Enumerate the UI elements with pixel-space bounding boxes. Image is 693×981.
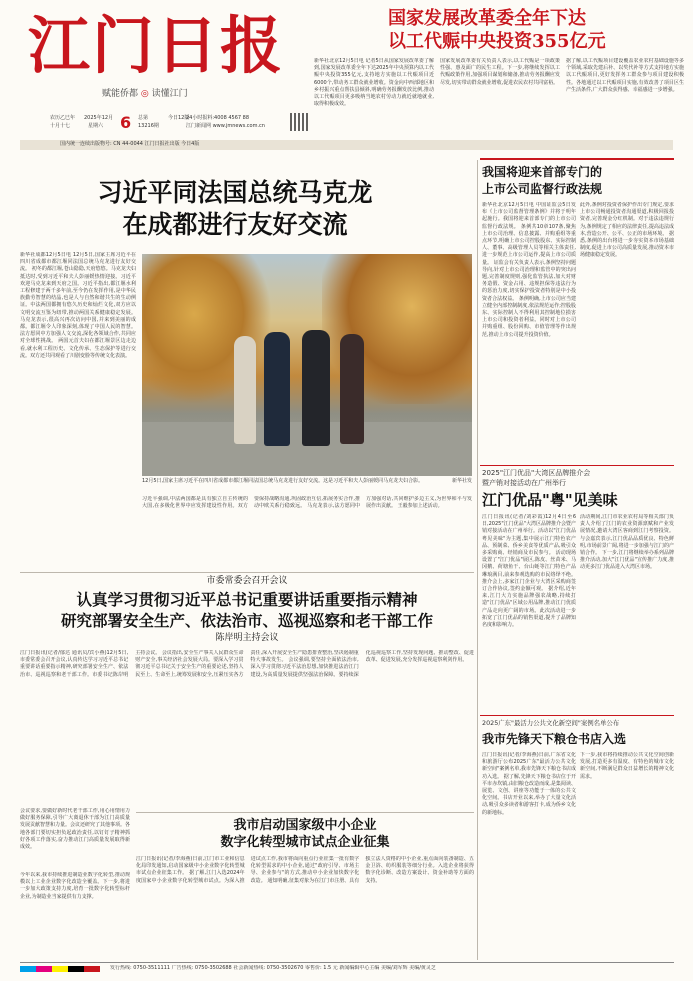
bottom-story-body: 江门日报讯(记者/李海燕)日前,江门市工业和信息化局印发通知,启动国家级中小企业数字化转型城市试点企业征集工作。 据了解,江门入选2024年度国家中小企业数字化转型城市试点。为深入推进试点工作,我市将面向重点行业征集一批有数字化转型需求的中小企业,通过"政府引导、市场主导、企业参与"的方式,推动中小企业加快数字化改造。 通知明确,征集对象为在江门市注册、具有独立法人资格的中小企业,重点面向装备制造、五金卫浴、纺织服装等细分行业。入选企业将获得数字化诊断、改造方案设计、资金补助等方面的支持。 bbox=[136, 856, 474, 884]
right-story-1-headline-2: 上市公司监督行政法规 bbox=[482, 182, 603, 196]
qr-code bbox=[290, 113, 308, 131]
photo-credit: 新华社发 bbox=[451, 478, 472, 484]
website: 江门新闻网 www.jmnews.com.cn bbox=[186, 123, 265, 129]
right-story-3-col-1: 江门日报讯(记者/李海燕)日前,广东省文化和旅游厅公布2025广东"最活力公共文化新空间"案例名单,我市先锋天下粮仓书店成功入选。 据了解,先锋天下粮仓书店位于开平市赤坎镇,由旧粮仓改造而成,是集阅读、展览、文创、讲座等功能于一体的公共文化空间。书店开业以来,举办了大量文化活动,吸引众多读者和游客打卡,成为侨乡文化的新地标。 bbox=[482, 752, 576, 816]
right-story-1-col-2: 此外,条例对投资者保护作出专门规定,要求上市公司畅通投资者沟通渠道,积极回报投资者,完善现金分红机制。对于违法违规行为,条例规定了相应的法律责任,提高违法成本,营造公开、公平、公正的市场环境。 据悉,条例的出台将进一步夯实资本市场基础制度,促进上市公司高质量发展,推动资本市场健康稳定发展。 bbox=[580, 202, 674, 259]
lead-body-col-2: 习近平强调,中法两国都是具有独立自主传统的大国,在多极化世界中应发挥建设性作用。双方要保持战略沟通,巩固政治互信,拓展务实合作,推动中欧关系行稳致远。 马克龙表示,法方愿同中方加强对话,共同维护多边主义,为世界和平与发展作出贡献。 王毅参加上述活动。 bbox=[142, 496, 472, 510]
pages-count: 今日12版 bbox=[168, 115, 190, 121]
lunar-day: 十月十七 bbox=[50, 123, 71, 129]
slogan-separator: ◎ bbox=[140, 89, 149, 99]
issue-label: 总第 bbox=[138, 115, 149, 121]
right-story-2-kicker-1: 2025"江门优品"大湾区品牌推介会 bbox=[482, 469, 591, 477]
right-story-1-col-1: 新华社北京12月5日电 中国证监会5日发布《上市公司监督管理条例》并将于明年起施行。我国将迎来首部专门的上市公司监督行政法规。 条例共10章107条,聚焦上市公司治理、信息披露、并购重组等重点环节,明确上市公司控股股东、实际控制人、董事、高级管理人员等相关主体责任,进一步规范上市公司运作,提高上市公司质量。 证监会有关负责人表示,条例坚持问题导向,针对上市公司治理和监管中的突出问题,完善制度规则,强化监管执法,加大对财务造假、资金占用、违规担保等违法行为的惩治力度,切实保护投资者特别是中小投资者合法权益。 条例明确,上市公司应当建立健全内部控制制度,依法规范运作;控股股东、实际控制人不得利用其控制地位损害上市公司和投资者利益。同时对上市公司并购重组、股份回购、市值管理等作出规范,推动上市公司提升投资价值。 bbox=[482, 202, 576, 338]
right-story-2-col-1: 江门日报讯(记者/刘彩霞)12月4日至6日,2025"江门优品"大湾区品牌推介会暨产销对接活动在广州举行。活动以"江门优品 粤见美味"为主题,集中展示江门特色农产品、预制菜、侨乡美食等优质产品,吸引众多采购商、经销商及市民参与。 活动现场设置了"江门优品"展区,陈皮、丝苗米、马冈鹅、荷塘鱼干、台山蚝等江门特色产品琳琅满目,前来参观选购的市民络绎不绝。推介会上,多家江门企业与大湾区采购商签订合作协议,签约金额可观。 据介绍,近年来,江门大力实施品牌强农战略,持续打造"江门优品"区域公用品牌,推动江门优质产品走向更广阔的市场。此次活动进一步拓宽了江门优品的销售渠道,提升了品牌知名度和影响力。 bbox=[482, 514, 576, 629]
right-story-3-rule bbox=[480, 715, 674, 716]
right-story-2-headline: 江门优品"粤"见美味 bbox=[482, 491, 618, 509]
top-article-col-1: 新华社北京12月5日电 记者5日从国家发展改革委了解到,国家发展改革委全年下达2025年中央预算内以工代赈中央投资355亿元,支持地方实施以工代赈项目近6000个,带动务工群众就业增收。资金向中西部地区和乡村振兴重点帮扶县倾斜,明确劳务报酬发放比例,推动以工代赈项目更多吸纳当地农村劳动力就近就地就业,取得积极成效。 bbox=[314, 58, 434, 108]
lunar-year: 农历乙巳年 bbox=[50, 115, 76, 121]
footer-rule bbox=[20, 962, 674, 963]
bottom-story-rule bbox=[136, 812, 474, 813]
column-divider bbox=[477, 160, 478, 960]
slogan-b: 读懂江门 bbox=[151, 89, 188, 99]
color-bar bbox=[20, 966, 100, 972]
newspaper-logo: 江门日报 bbox=[28, 9, 285, 82]
date-bar bbox=[50, 114, 308, 134]
right-story-2-col-2: 活动期间,江门市农业农村局等相关部门负责人介绍了江门的农业资源禀赋和产业发展情况,邀请大湾区客商到江门考察投资。与会嘉宾表示,江门优品品质优良、特色鲜明,市场前景广阔,将进一步加强与江门的产销合作。 下一步,江门将继续举办系列品牌推介活动,加大"江门优品"宣传推广力度,推动更多江门优品进入大湾区市场。 bbox=[580, 514, 674, 571]
top-article-col-2: 国家发展改革委有关负责人表示,以工代赈是一项政策性强、惠及面广的民生工程。下一步,将继续发挥以工代赈政策作用,加强项目谋划和储备,推动劳务报酬应发尽发,切实带动群众就业增收,促进农民农村共同富裕。 bbox=[440, 58, 560, 86]
meeting-top-rule bbox=[20, 572, 474, 573]
right-story-3-col-2: 下一步,我市将持续推动公共文化空间创新发展,打造更多有温度、有特色的城市文化新空间,不断满足群众日益增长的精神文化需求。 bbox=[580, 752, 674, 780]
top-headline-2: 以工代赈中央投资355亿元 bbox=[388, 31, 606, 52]
meeting-kicker: 市委常委会召开会议 bbox=[206, 576, 288, 586]
right-story-3-headline: 我市先锋天下粮仓书店入选 bbox=[482, 732, 627, 746]
right-story-1-headline-1: 我国将迎来首部专门的 bbox=[482, 165, 603, 179]
lead-headline-1: 习近平同法国总统马克龙 bbox=[97, 178, 373, 207]
person-1 bbox=[234, 336, 256, 444]
photo-caption bbox=[142, 478, 472, 485]
person-2 bbox=[264, 332, 290, 446]
right-story-2-kicker-2: 暨产销对接活动在广州举行 bbox=[482, 479, 566, 487]
meeting-headline-1: 认真学习贯彻习近平总书记重要讲话重要指示精神 bbox=[76, 590, 418, 609]
top-headline-1: 国家发展改革委全年下达 bbox=[388, 8, 586, 29]
meeting-body-2: 会议要求,要做好新时代老干部工作,用心用情用力做好服务保障,引导广大离退休干部为江门高质量发展贡献智慧和力量。会议还研究了其他事项。各地各部门要切实担负起政治责任,以钉钉子精神抓好各项工作落实,奋力推动江门高质量发展取得新成效。 bbox=[20, 808, 130, 851]
right-story-1-rule bbox=[480, 158, 674, 160]
masthead-strip bbox=[20, 140, 673, 150]
lead-photo bbox=[142, 254, 472, 476]
lead-body-col-1: 新华社成都12月5日电 12月5日,国家主席习近平在四川省成都市都江堰同法国总统马克龙进行友好交流。 初冬的都江堰,苍山隐隐,天府悠悠。马克龙夫妇抵达时,受到习近平和夫人彭丽媛热情迎接。习近平欢迎马克龙来到天府之国。习近平指出,都江堰水利工程修建于两千多年前,至今仍在发挥作用,是中华民族勤劳智慧的结晶,也是人与自然和谐共生的生动例证。中法两国都拥有悠久历史和灿烂文化,双方应以文明交流互鉴为纽带,推动两国关系健康稳定发展。 马克龙表示,很高兴再次访问中国,并来到美丽的成都。都江堰令人印象深刻,体现了中国人民的智慧。法方愿同中方加强人文交流,深化各领域合作,共同应对全球性挑战。 两国元首夫妇在都江堰景区边走边看,就水利工程历史、文化传承、生态保护等进行交流。双方还共同观看了川剧变脸等传统文化表演。 bbox=[20, 252, 136, 359]
meeting-byline: 陈岸明主持会议 bbox=[215, 633, 279, 643]
slogan bbox=[102, 86, 188, 99]
person-4 bbox=[340, 334, 364, 444]
bottom-headline-1: 我市启动国家级中小企业 bbox=[233, 818, 377, 833]
meeting-body: 江门日报讯(记者/郁达 通讯员/宾小燕)12月5日,市委常委会召开会议,认真传达学习习近平总书记重要讲话重要指示精神,研究部署安全生产、依法治市、巡视巡察和老干部工作。市委书记陈岸明主持会议。 会议指出,安全生产事关人民群众生命财产安全,事关经济社会发展大局。要深入学习贯彻习近平总书记关于安全生产的重要论述,坚持人民至上、生命至上,统筹发展和安全,压紧压实各方责任,深入开展安全生产隐患排查整治,坚决遏制重特大事故发生。 会议强调,要坚持全面依法治市,深入学习贯彻习近平法治思想,加快推进法治江门建设,为高质量发展提供坚强法治保障。要持续深化巡视巡察工作,坚持发现问题、推动整改、促进改革、促进发展,充分发挥巡视巡察利剑作用。 bbox=[20, 650, 474, 678]
top-article-col-3: 据了解,以工代赈项目建设覆盖农业农村基础设施等多个领域,采取先建后补、以奖代补等方式支持地方实施以工代赈项目,更好发挥务工群众参与项目建设积极性。各地通过以工代赈项目实施,有效改善了项目区生产生活条件,广大群众获得感、幸福感进一步增强。 bbox=[566, 58, 684, 93]
hotline: 24小时报料:4008 4567 88 bbox=[186, 115, 250, 121]
masthead bbox=[0, 0, 693, 152]
right-story-2-rule bbox=[480, 465, 674, 466]
footer-line: 发行热线: 0750-3511111 广告热线: 0750-3502688 社会新闻热线: 0750-3502670 零售价: 1.5 元 新闻编辑中心主编 美编/刘军辉 美编/黄灵芝 bbox=[110, 965, 436, 971]
masthead-strip-text: 国内统一连续出版物号: CN 44-0044 江门日报社出版 今日4版 bbox=[60, 141, 200, 147]
weekday: 星期六 bbox=[88, 123, 104, 129]
lead-headline-2: 在成都进行友好交流 bbox=[122, 210, 348, 239]
date-month: 2025年12月 bbox=[84, 115, 114, 121]
photo-caption-text: 12月5日,国家主席习近平在四川省成都市都江堰同法国总统马克龙进行友好交流。这是习近平和夫人彭丽媛同马克龙夫妇合影。 bbox=[142, 478, 424, 484]
issue-number: 13216期 bbox=[138, 123, 159, 129]
person-3 bbox=[302, 330, 330, 446]
meeting-headline-2: 研究部署安全生产、依法治市、巡视巡察和老干部工作 bbox=[60, 611, 433, 630]
bottom-story-body-2: 今年以来,我市持续推进制造业数字化转型,推动规模以上工业企业数字化改造全覆盖。下一步,将进一步加大政策支持力度,培育一批数字化转型标杆企业,为制造业当家提供有力支撑。 bbox=[20, 872, 130, 900]
bottom-headline-2: 数字化转型城市试点企业征集 bbox=[220, 835, 390, 850]
slogan-a: 赋能侨都 bbox=[102, 89, 139, 99]
right-story-3-kicker: 2025广东"最活力公共文化新空间"案例名单公布 bbox=[482, 719, 620, 727]
date-day: 6 bbox=[120, 113, 132, 132]
